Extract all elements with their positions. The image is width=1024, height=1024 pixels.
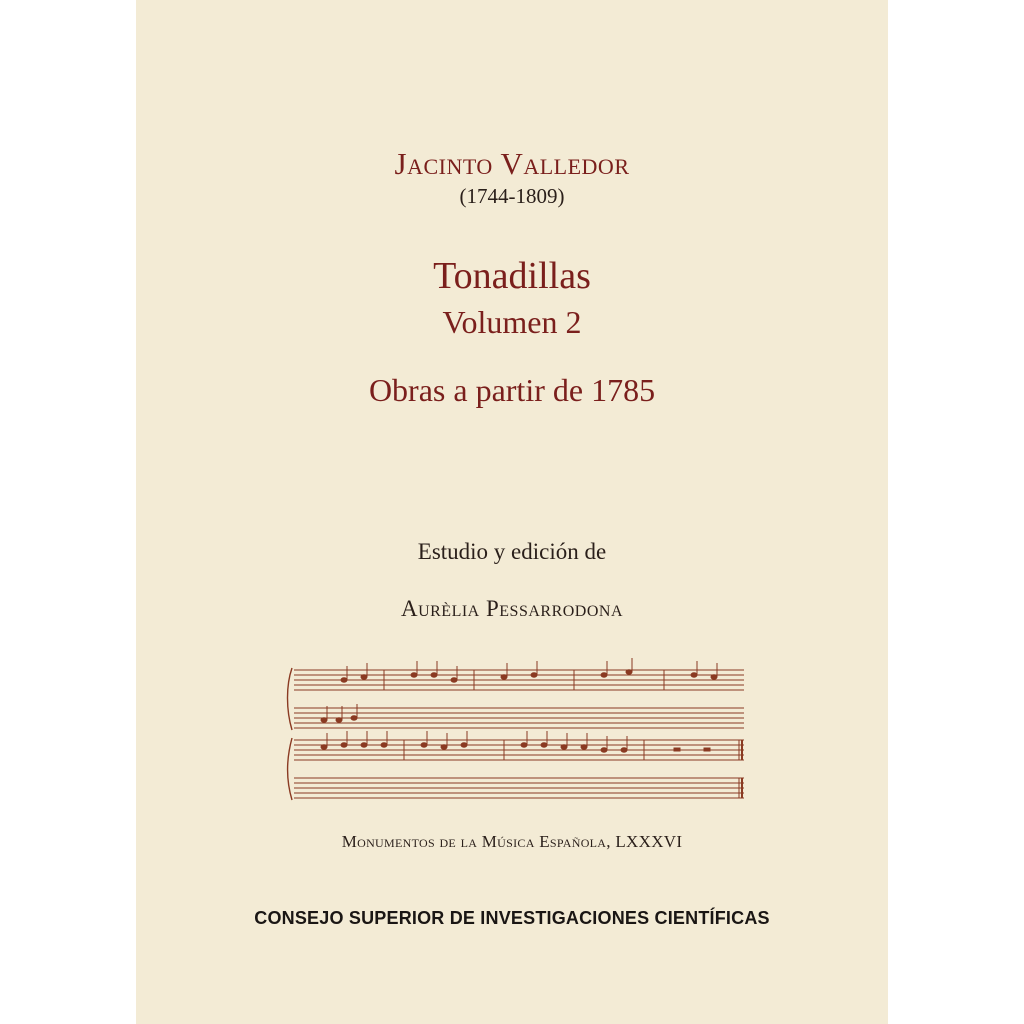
author-dates: (1744-1809) <box>459 184 565 208</box>
book-subtitle: Obras a partir de 1785 <box>368 372 656 408</box>
author-name: Jacinto Valledor <box>394 146 630 181</box>
staff-2 <box>294 708 744 728</box>
publisher-name: CONSEJO SUPERIOR DE INVESTIGACIONES CIENTÍFICAS <box>254 908 770 928</box>
series-title: Monumentos de la Música Española, LXXXVI <box>341 832 683 851</box>
volume-label: Volumen 2 <box>442 304 582 340</box>
staff-4 <box>294 778 744 798</box>
book-cover <box>136 0 888 1024</box>
editor-name: Aurèlia Pessarrodona <box>400 596 624 621</box>
manuscript-score-image <box>284 650 754 810</box>
study-line: Estudio y edición de <box>417 539 607 564</box>
staff-1 <box>294 670 744 690</box>
book-title: Tonadillas <box>433 255 591 297</box>
